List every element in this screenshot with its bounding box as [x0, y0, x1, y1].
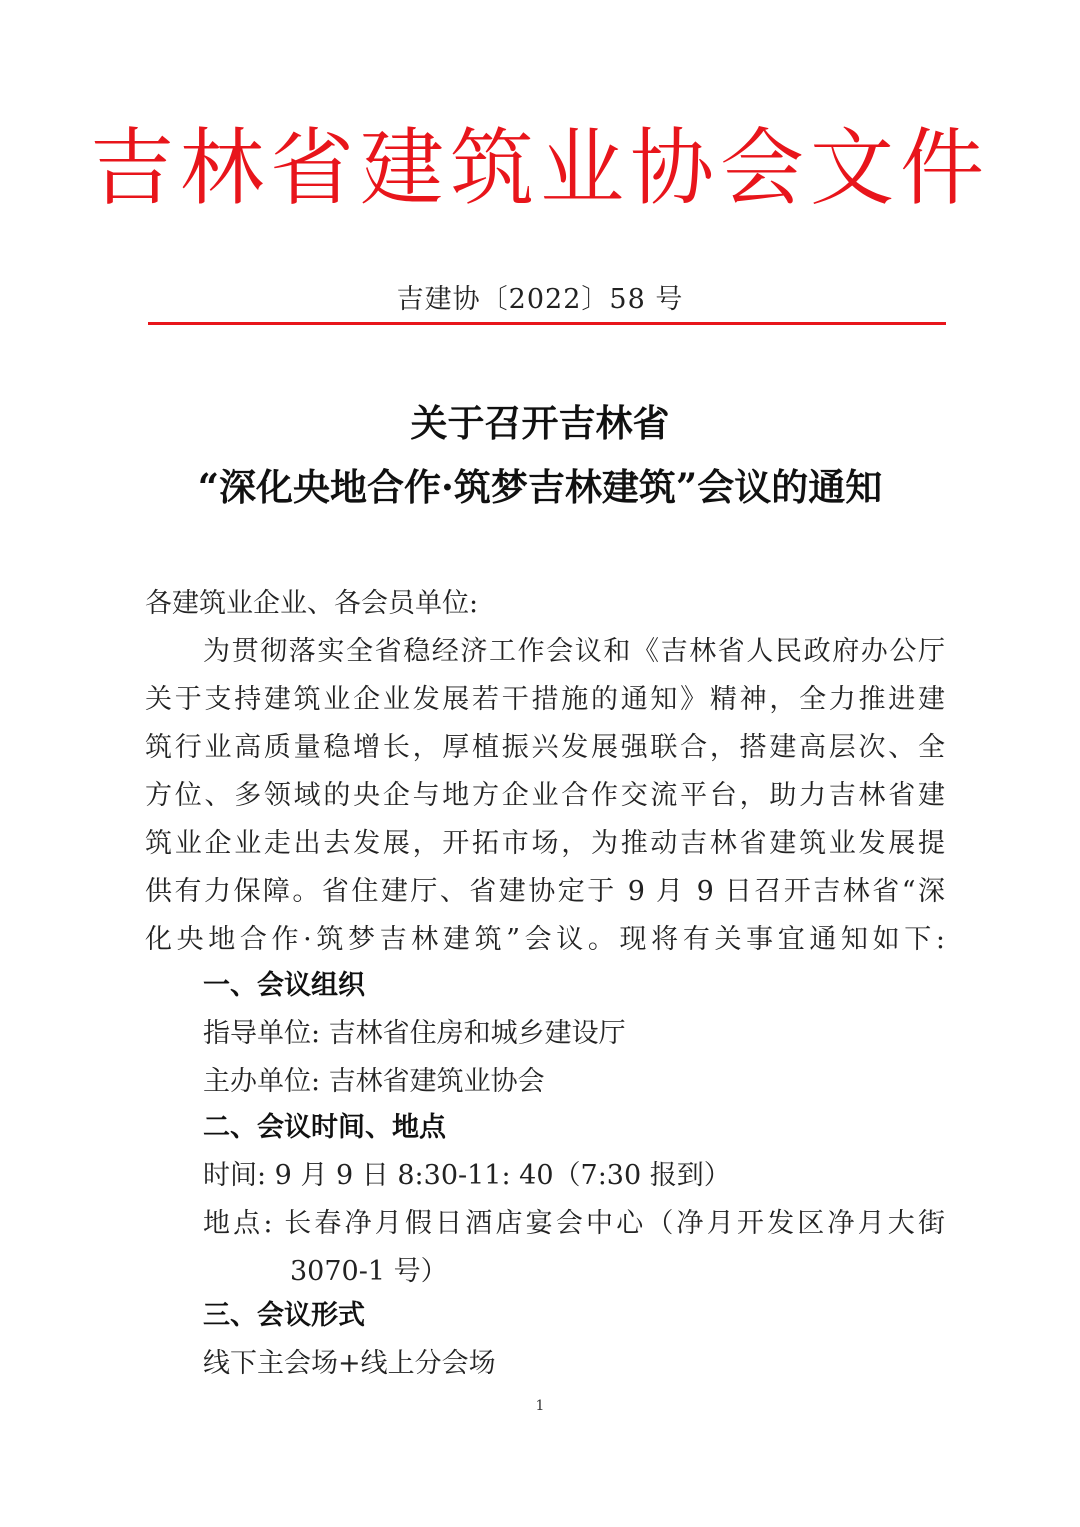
- paragraph-line: 筑行业高质量稳增长，厚植振兴发展强联合，搭建高层次、全: [145, 732, 945, 763]
- meeting-format: 线下主会场+线上分会场: [203, 1348, 496, 1379]
- paragraph-line: 化央地合作·筑梦吉林建筑”会议。现将有关事宜通知如下:: [145, 924, 945, 955]
- paragraph-line: 供有力保障。省住建厅、省建协定于 9 月 9 日召开吉林省“深: [145, 876, 945, 907]
- section-heading-format: 三、会议形式: [203, 1300, 365, 1331]
- notice-title-line-2: “深化央地合作·筑梦吉林建筑”会议的通知: [197, 465, 883, 509]
- notice-title-line-1: 关于召开吉林省: [410, 401, 670, 445]
- salutation: 各建筑业企业、各会员单位:: [145, 588, 479, 619]
- section-heading-organization: 一、会议组织: [203, 970, 365, 1001]
- meeting-place-line-2: 3070-1 号）: [290, 1256, 448, 1287]
- guide-unit: 指导单位: 吉林省住房和城乡建设厅: [203, 1018, 626, 1049]
- red-divider-line: [148, 322, 946, 325]
- paragraph-line: 关于支持建筑业企业发展若干措施的通知》精神，全力推进建: [145, 684, 945, 715]
- meeting-place-line-1: 地点: 长春净月假日酒店宴会中心（净月开发区净月大街: [203, 1208, 945, 1239]
- meeting-time: 时间: 9 月 9 日 8:30-11: 40（7:30 报到）: [203, 1160, 731, 1191]
- host-unit: 主办单位: 吉林省建筑业协会: [203, 1066, 545, 1097]
- document-number: 吉建协〔2022〕58 号: [396, 284, 684, 315]
- section-heading-time-place: 二、会议时间、地点: [203, 1112, 446, 1143]
- paragraph-line: 为贯彻落实全省稳经济工作会议和《吉林省人民政府办公厅: [203, 636, 945, 667]
- paragraph-line: 筑业企业走出去发展，开拓市场，为推动吉林省建筑业发展提: [145, 828, 945, 859]
- page-number: 1: [535, 1398, 545, 1414]
- org-header-title: 吉林省建筑业协会文件: [89, 119, 990, 217]
- paragraph-line: 方位、多领域的央企与地方企业合作交流平台，助力吉林省建: [145, 780, 945, 811]
